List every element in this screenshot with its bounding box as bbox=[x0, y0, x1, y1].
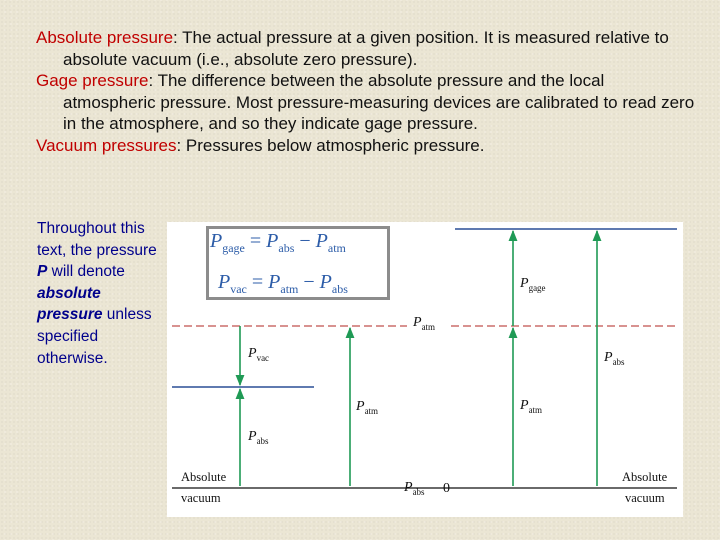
definition-absolute-text: : The actual pressure at a given position. It is measured relative to absolute vacuum (i.e., absolute zero pressure). bbox=[63, 28, 669, 69]
label-p-abs-right-sub: abs bbox=[612, 356, 625, 367]
label-p-abs-bottom-sub: abs bbox=[412, 486, 425, 497]
formula-gage-eq: = bbox=[249, 230, 262, 252]
label-p-abs-bottom bbox=[404, 480, 425, 497]
label-p-atm-right-sym: P bbox=[520, 398, 529, 413]
label-p-abs-left-sub: abs bbox=[256, 435, 269, 446]
formula-vac-a-sub: atm bbox=[280, 282, 299, 296]
definition-vacuum bbox=[36, 135, 696, 157]
label-p-atm-mid bbox=[356, 399, 378, 416]
formula-gage-a: P bbox=[266, 230, 279, 252]
side-note bbox=[37, 218, 157, 369]
label-p-atm-sym: P bbox=[413, 315, 422, 330]
definition-vacuum-text: : Pressures below atmospheric pressure. bbox=[176, 135, 485, 155]
side-note-symbol: P bbox=[37, 263, 48, 281]
label-p-atm-mid-sub: atm bbox=[364, 405, 379, 416]
formula-vac bbox=[218, 271, 348, 297]
label-p-atm-right bbox=[520, 398, 542, 415]
formula-vac-lhs-sub: vac bbox=[230, 282, 247, 296]
label-p-gage-sub: gage bbox=[528, 282, 546, 293]
term-gage-pressure: Gage pressure bbox=[36, 71, 149, 90]
label-p-atm-right-sub: atm bbox=[528, 404, 543, 415]
label-p-atm bbox=[413, 315, 435, 332]
formula-gage-b: P bbox=[315, 230, 328, 252]
definition-absolute bbox=[36, 27, 696, 70]
label-p-gage bbox=[520, 276, 546, 293]
definitions bbox=[36, 27, 696, 156]
formula-gage-a-sub: abs bbox=[278, 241, 295, 255]
label-p-atm-sub: atm bbox=[421, 321, 436, 332]
side-note-before: Throughout this text, the pressure bbox=[37, 220, 157, 259]
label-p-abs-left bbox=[248, 429, 269, 446]
formula-vac-b: P bbox=[319, 271, 332, 293]
formula-gage bbox=[210, 230, 346, 256]
term-absolute-pressure: Absolute pressure bbox=[36, 28, 174, 47]
label-p-vac bbox=[248, 346, 269, 363]
side-note-after: unless specified otherwise. bbox=[37, 306, 152, 367]
absolute-vacuum-right-line1: Absolute bbox=[622, 470, 668, 484]
label-p-atm-mid-sym: P bbox=[356, 399, 365, 414]
side-note-emphasis: absolute pressure bbox=[37, 284, 103, 324]
formula-gage-op: − bbox=[299, 230, 311, 252]
absolute-vacuum-right-line2: vacuum bbox=[625, 491, 665, 505]
label-p-abs-right bbox=[604, 350, 625, 367]
label-zero: 0 bbox=[443, 481, 450, 496]
absolute-vacuum-left-line2: vacuum bbox=[181, 491, 221, 505]
label-p-gage-sym: P bbox=[520, 276, 529, 291]
formula-vac-a: P bbox=[268, 271, 281, 293]
formula-vac-lhs: P bbox=[218, 271, 231, 293]
formula-gage-b-sub: atm bbox=[327, 241, 346, 255]
formula-vac-eq: = bbox=[251, 271, 264, 293]
definition-gage bbox=[36, 70, 696, 135]
formula-vac-op: − bbox=[303, 271, 315, 293]
label-p-vac-sym: P bbox=[248, 346, 257, 361]
term-vacuum-pressures: Vacuum pressures bbox=[36, 135, 177, 155]
absolute-vacuum-left-line1: Absolute bbox=[181, 470, 227, 484]
formula-gage-lhs: P bbox=[210, 230, 223, 252]
formula-gage-lhs-sub: gage bbox=[222, 241, 245, 255]
formula-vac-b-sub: abs bbox=[331, 282, 348, 296]
label-p-abs-left-sym: P bbox=[248, 429, 257, 444]
label-p-vac-sub: vac bbox=[256, 352, 270, 363]
label-p-abs-right-sym: P bbox=[604, 350, 613, 365]
definition-gage-text: : The difference between the absolute pressure and the local atmospheric pressure. Most pressure-measuring devices are calibrated to read zero in the atmosphere, and so they indicate gage pressure. bbox=[63, 71, 695, 133]
side-note-middle: will denote bbox=[47, 263, 125, 281]
label-p-abs-bottom-sym: P bbox=[404, 480, 413, 495]
